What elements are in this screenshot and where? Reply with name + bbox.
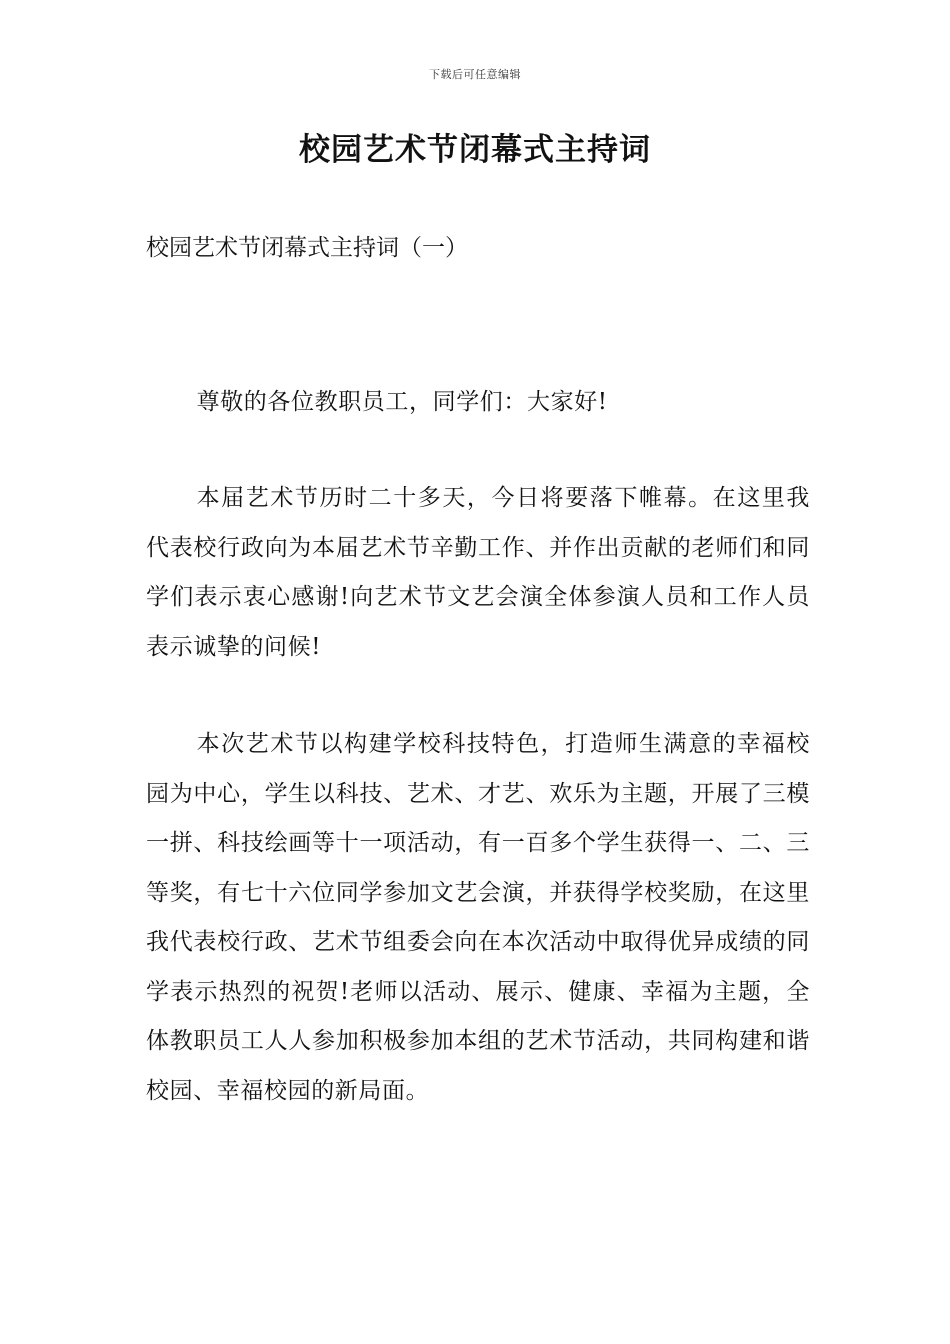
section-subtitle: 校园艺术节闭幕式主持词（一） [146,235,468,261]
document-title: 校园艺术节闭幕式主持词 [299,132,651,168]
paragraph-thanks: 本届艺术节历时二十多天，今日将要落下帷幕。在这里我代表校行政向为本届艺术节辛勤工作、并作出贡献的老师们和同学们表示衷心感谢!向艺术节文艺会演全体参演人员和工作人员表示诚挚的问候! [146,485,810,660]
paragraph-summary: 本次艺术节以构建学校科技特色，打造师生满意的幸福校园为中心，学生以科技、艺术、才艺、欢乐为主题，开展了三模一拼、科技绘画等十一项活动，有一百多个学生获得一、二、三等奖，有七十六位同学参加文艺会演，并获得学校奖励，在这里我代表校行政、艺术节组委会向在本次活动中取得优异成绩的同学表示热烈的祝贺!老师以活动、展示、健康、幸福为主题，全体教职员工人人参加积极参加本组的艺术节活动，共同构建和谐校园、幸福校园的新局面。 [146,731,810,1104]
paragraph-greeting: 尊敬的各位教职员工，同学们：大家好! [196,389,608,415]
header-note: 下载后可任意编辑 [429,68,521,81]
